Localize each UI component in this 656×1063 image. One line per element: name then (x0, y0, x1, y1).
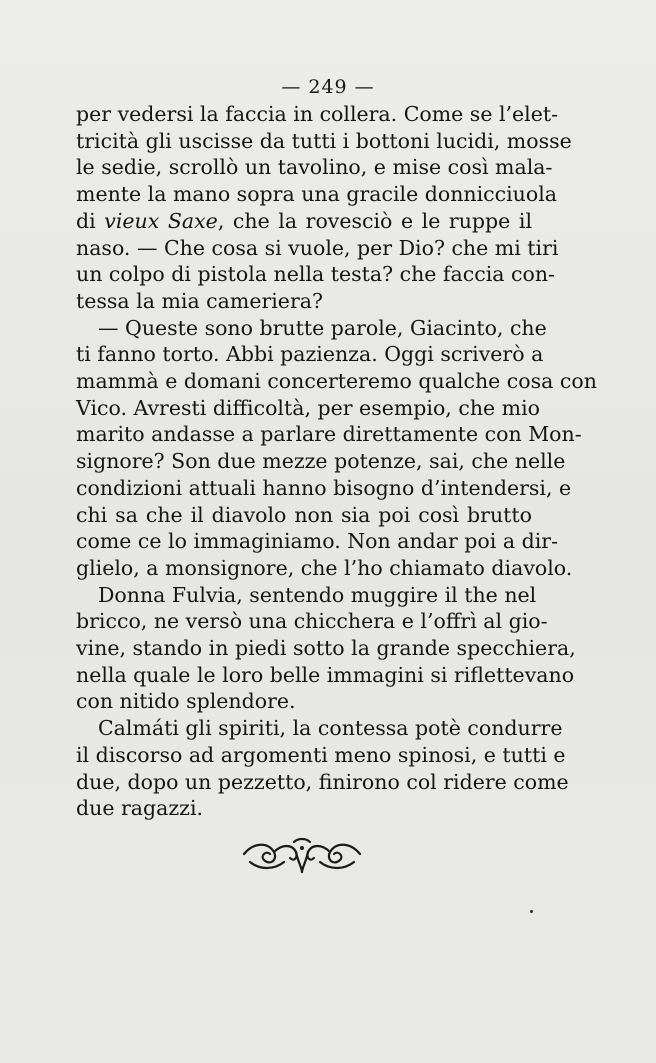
text-line: ti fanno torto. Abbi pazienza. Oggi scriverò a (76, 342, 544, 367)
text-line: come ce lo immaginiamo. Non andar poi a dir- (76, 529, 558, 554)
text-line: condizioni attuali hanno bisogno d’intendersi, e (76, 475, 572, 500)
text-line: vine, stando in piedi sotto la grande specchiera, (76, 636, 576, 661)
text-line: il discorso ad argomenti meno spinosi, e tutti e (76, 742, 566, 767)
text-line: mente la mano sopra una gracile donnicciuola (76, 182, 557, 207)
text-line: un colpo di pistola nella testa? che faccia con- (76, 262, 555, 287)
text-line: glielo, a monsignore, che l’ho chiamato diavolo. (76, 555, 573, 580)
text-line: due ragazzi. (76, 796, 204, 821)
text-line: chi sa che il diavolo non sia poi così brutto (76, 502, 532, 527)
text-line: tricità gli uscisse da tutti i bottoni lucidi, mosse (76, 128, 572, 153)
text-line: nella quale le loro belle immagini si riflettevano (76, 662, 575, 687)
text-line: mammà e domani concerteremo qualche cosa con (76, 369, 597, 394)
text-line: tessa la mia cameriera? (76, 288, 323, 313)
text-line: signore? Son due mezze potenze, sai, che nelle (76, 449, 566, 474)
text-line: bricco, ne versò una chicchera e l’offrì al gio- (76, 609, 548, 634)
text-line: Vico. Avresti difficoltà, per esempio, che mio (76, 395, 541, 420)
text-line: Donna Fulvia, sentendo muggire il the nel (98, 582, 537, 607)
text-line: due, dopo un pezzetto, finirono col ridere come (76, 769, 569, 794)
text-line: di vieux Saxe, che la rovesciò e le ruppe il (76, 208, 532, 233)
body-text (76, 101, 597, 822)
text-line: Calmáti gli spiriti, la contessa potè condurre (98, 716, 563, 741)
ink-speck (530, 910, 533, 913)
page-number: — 249 — (281, 76, 375, 98)
text-line: — Queste sono brutte parole, Giacinto, che (98, 315, 547, 340)
italic-phrase: vieux Saxe (104, 208, 218, 233)
text-line: le sedie, scrollò un tavolino, e mise così mala- (76, 155, 553, 180)
text-line: naso. — Che cosa si vuole, per Dio? che mi tiri (76, 235, 559, 260)
text-line: con nitido splendore. (76, 689, 296, 714)
text-line: per vedersi la faccia in collera. Come se l’elet- (76, 102, 559, 126)
text-line: marito andasse a parlare direttamente con Mon- (76, 422, 582, 447)
ornament-icon (240, 836, 364, 876)
